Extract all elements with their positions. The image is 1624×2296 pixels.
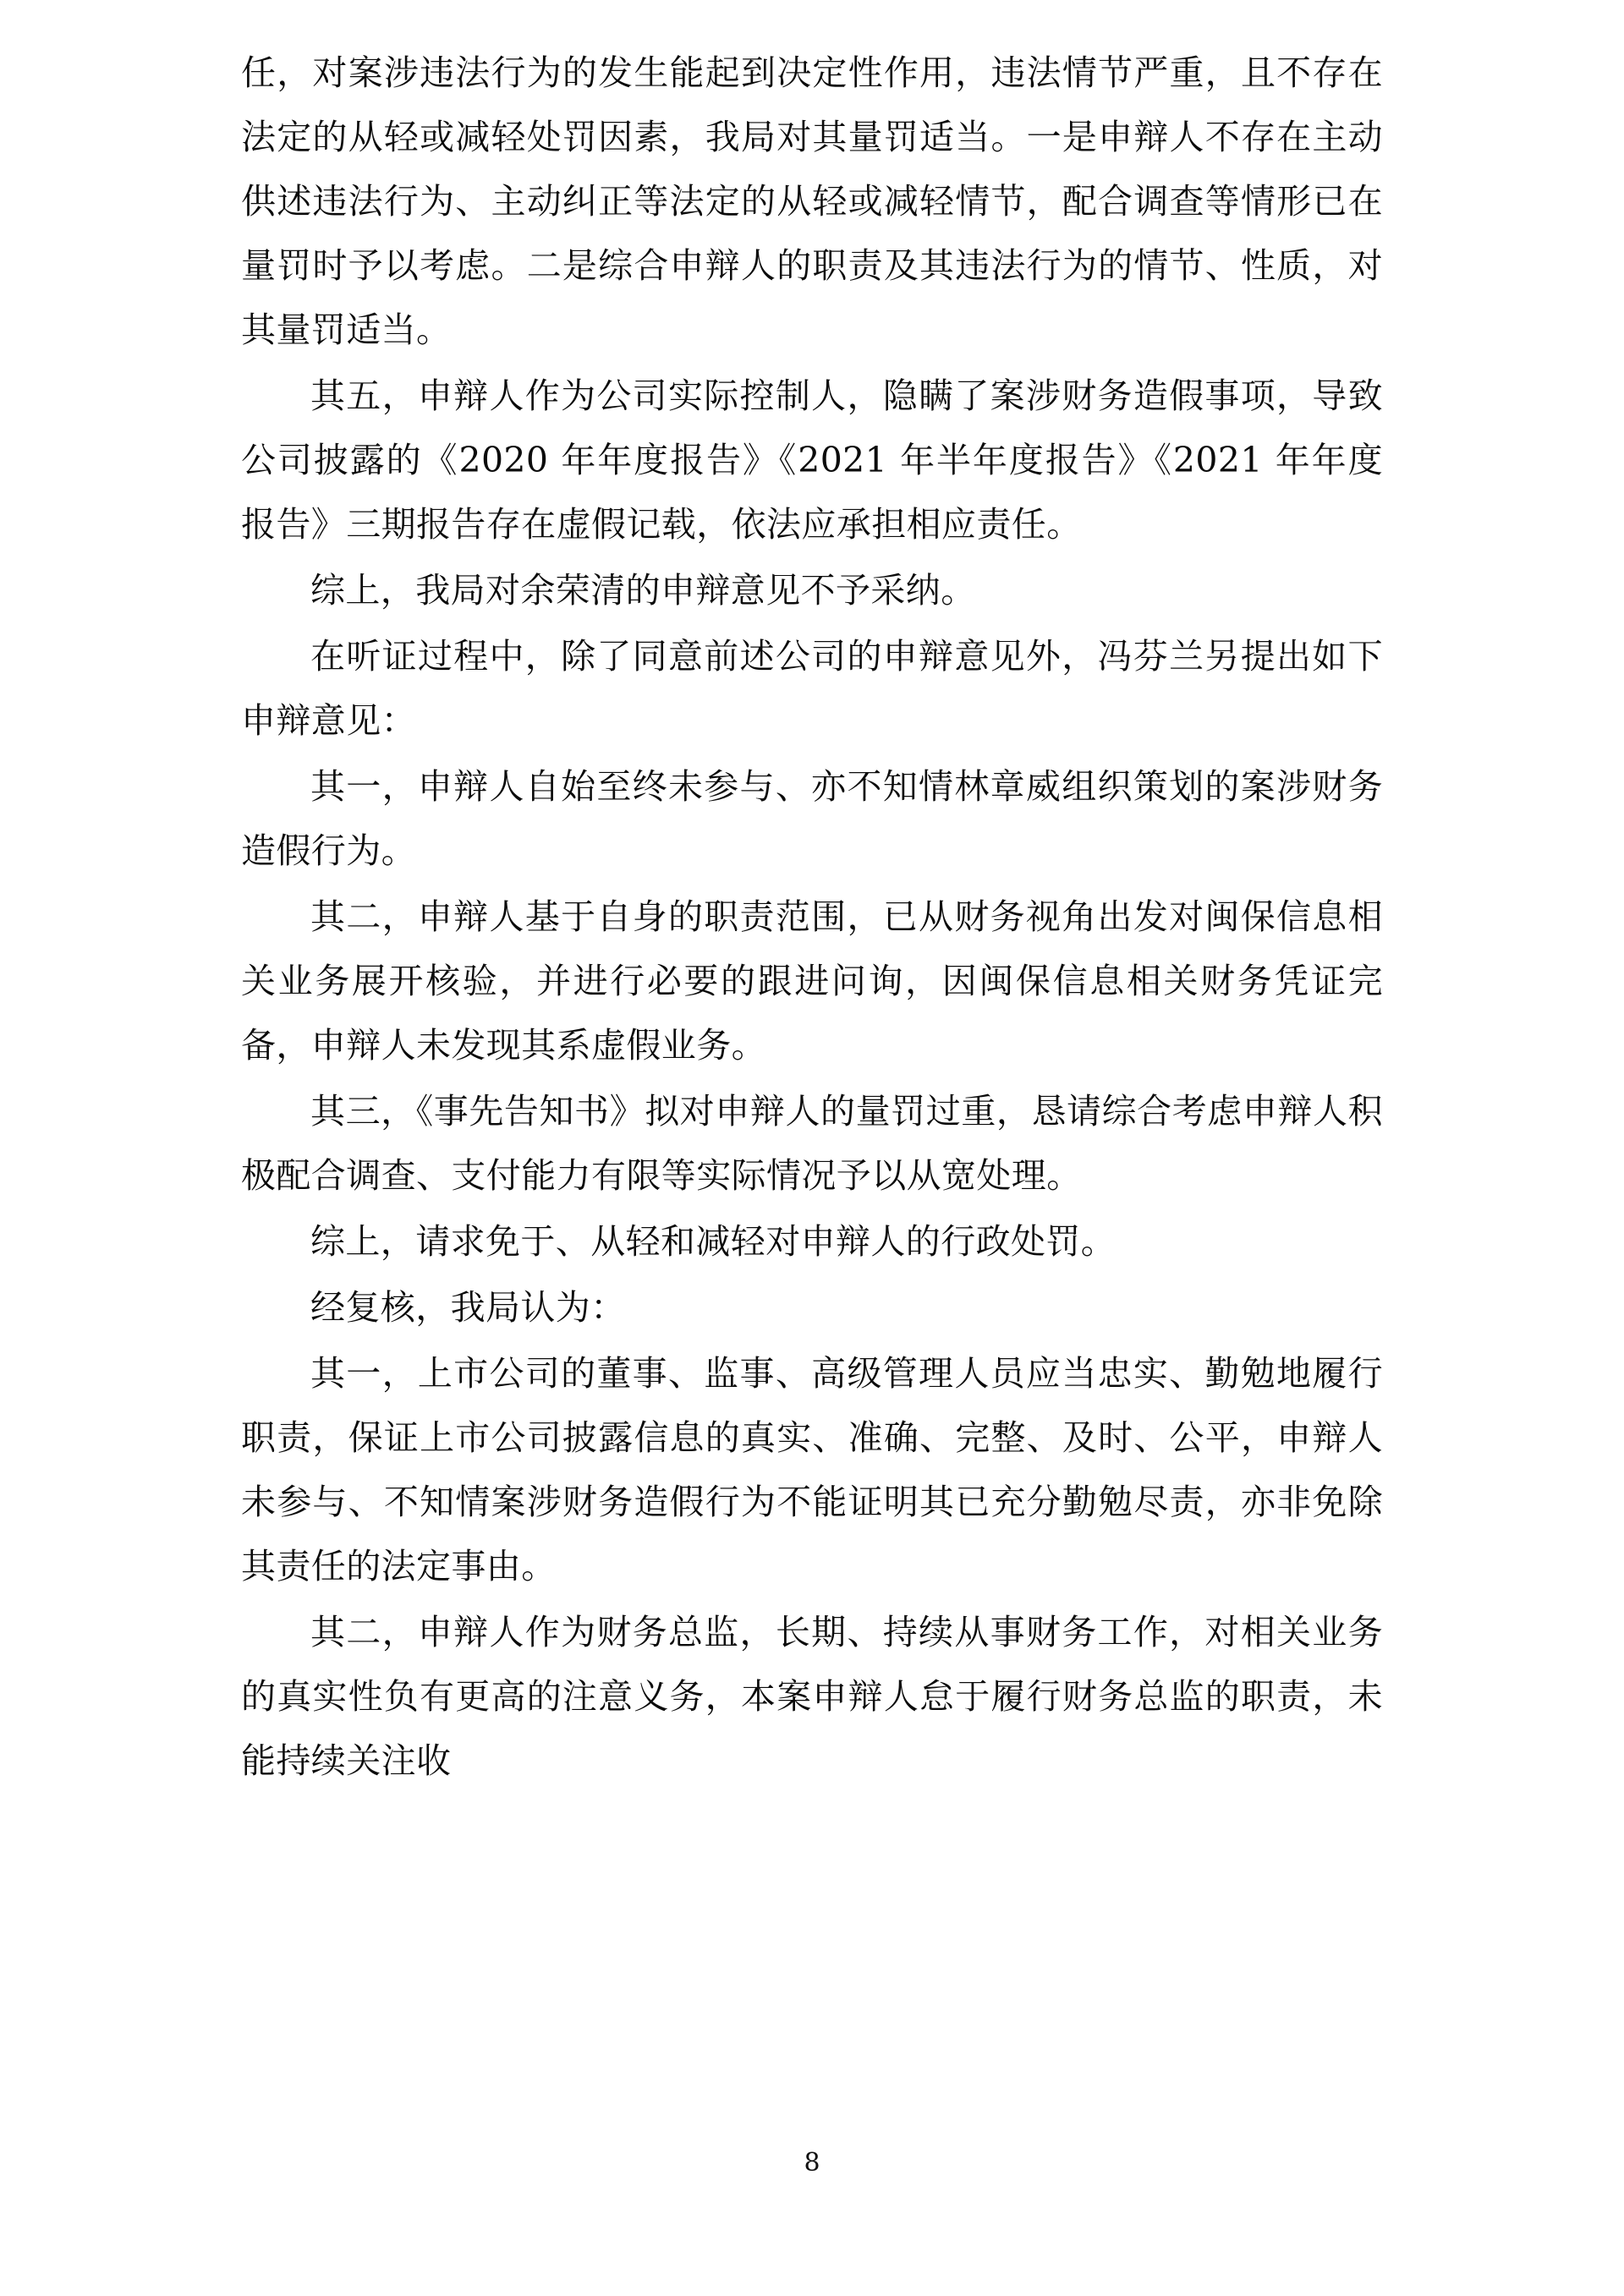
paragraph-review-qier: 其二，申辩人作为财务总监，长期、持续从事财务工作，对相关业务的真实性负有更高的注意义务，本案申辩人怠于履行财务总监的职责，未能持续关注收 <box>241 1612 1383 1781</box>
paragraph-qisan-notice-penalty: 其三，《事先告知书》拟对申辩人的量罚过重，恳请综合考虑申辩人积极配合调查、支付能力有限等实际情况予以从宽处理。 <box>241 1091 1383 1196</box>
paragraph-conclusion-request: 综上，请求免于、从轻和减轻对申辩人的行政处罚。 <box>310 1221 1116 1262</box>
paragraph-hearing-fengfenlan: 在听证过程中，除了同意前述公司的申辩意见外，冯芬兰另提出如下申辩意见： <box>241 636 1383 741</box>
paragraph-conclusion-yurongqing: 综上，我局对余荣清的申辩意见不予采纳。 <box>310 570 976 611</box>
paragraph-review-qiyi: 其一，上市公司的董事、监事、高级管理人员应当忠实、勤勉地履行职责，保证上市公司披露信息的真实、准确、完整、及时、公平，申辩人未参与、不知情案涉财务造假行为不能证明其已充分勤勉尽责，亦非免除其责任的法定事由。 <box>241 1353 1383 1586</box>
paragraph-continuation-liability: 任，对案涉违法行为的发生能起到决定性作用，违法情节严重，且不存在法定的从轻或减轻处罚因素，我局对其量罚适当。一是申辩人不存在主动供述违法行为、主动纠正等法定的从轻或减轻情节，配合调查等情形已在量罚时予以考虑。二是综合申辩人的职责及其违法行为的情节、性质，对其量罚适当。 <box>241 52 1383 350</box>
paragraph-qiyi-not-participate: 其一，申辩人自始至终未参与、亦不知情林章威组织策划的案涉财务造假行为。 <box>241 766 1383 871</box>
page-number: 8 <box>804 2148 820 2178</box>
paragraph-qiwu-actual-controller: 其五，申辩人作为公司实际控制人，隐瞒了案涉财务造假事项，导致公司披露的《2020 年年度报告》《2021 年半年度报告》《2021 年年度报告》三期报告存在虚假记载，依法应承担相应责任。 <box>241 375 1383 545</box>
document-body <box>241 41 1383 1795</box>
paragraph-review-heading: 经复核，我局认为： <box>310 1287 626 1328</box>
paragraph-qier-verification: 其二，申辩人基于自身的职责范围，已从财务视角出发对闽保信息相关业务展开核验，并进行必要的跟进问询，因闽保信息相关财务凭证完备，申辩人未发现其系虚假业务。 <box>241 896 1383 1066</box>
